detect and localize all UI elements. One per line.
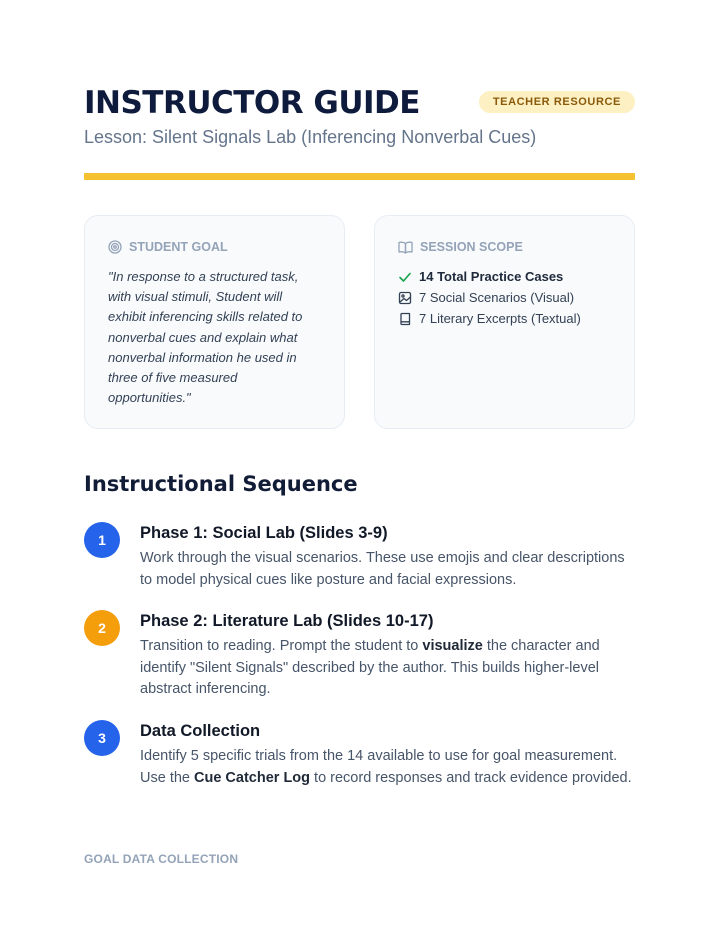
step-number-badge: 1 (84, 522, 120, 558)
step-description-text: Identify 5 specific trials from the 14 available to use for goal measurement. Use the (140, 748, 618, 786)
student-goal-card (84, 215, 345, 429)
instructional-sequence-title: Instructional Sequence (84, 472, 358, 496)
scope-item-label: 7 Literary Excerpts (Textual) (419, 311, 581, 326)
scope-item-label: 7 Social Scenarios (Visual) (419, 290, 575, 305)
book-open-icon (398, 241, 413, 254)
session-scope-card (374, 215, 635, 429)
scope-item-literary-excerpts (398, 308, 581, 329)
session-scope-label: SESSION SCOPE (420, 240, 523, 254)
step-description: Work through the visual scenarios. These use emojis and clear descriptions to model physical cues like posture and facial expressions. (140, 550, 625, 588)
step-description (140, 746, 635, 789)
header-divider (84, 173, 635, 180)
lesson-subtitle: Lesson: Silent Signals Lab (Inferencing Nonverbal Cues) (84, 127, 537, 147)
teacher-resource-badge: TEACHER RESOURCE (479, 91, 635, 113)
page-title: INSTRUCTOR GUIDE (84, 85, 420, 121)
step-description-text: the character and identify "Silent Signals" described by the author. This builds higher-level abstract inferencing. (140, 638, 600, 697)
scope-item-social-scenarios (398, 287, 581, 308)
header (84, 84, 635, 124)
student-goal-text: "In response to a structured task, with visual stimuli, Student will exhibit inferencing skills related to nonverbal cues and explain what nonverbal information he used in three of five measured opportunities." (108, 269, 303, 406)
scope-list (398, 266, 581, 329)
image-icon (398, 291, 412, 305)
step-description-emphasis: Cue Catcher Log (194, 769, 311, 786)
step-title: Phase 1: Social Lab (Slides 3-9) (140, 524, 388, 542)
step-title: Data Collection (140, 722, 261, 740)
target-icon (108, 240, 122, 254)
scope-item-label: 14 Total Practice Cases (419, 269, 564, 284)
student-goal-heading (108, 240, 228, 254)
scope-item-total-cases (398, 266, 581, 287)
goal-data-collection-label: GOAL DATA COLLECTION (84, 852, 239, 866)
session-scope-heading (398, 240, 523, 254)
book-icon (398, 312, 412, 326)
step-number-badge: 2 (84, 610, 120, 646)
check-icon (398, 270, 412, 284)
step-description-emphasis: visualize (422, 638, 483, 654)
step-description (140, 636, 635, 701)
step-number-badge: 3 (84, 720, 120, 756)
step-description-text: to record responses and track evidence provided. (310, 769, 632, 786)
step-title: Phase 2: Literature Lab (Slides 10-17) (140, 612, 434, 630)
step-description-text: Transition to reading. Prompt the student to (140, 638, 423, 654)
student-goal-label: STUDENT GOAL (129, 240, 228, 254)
